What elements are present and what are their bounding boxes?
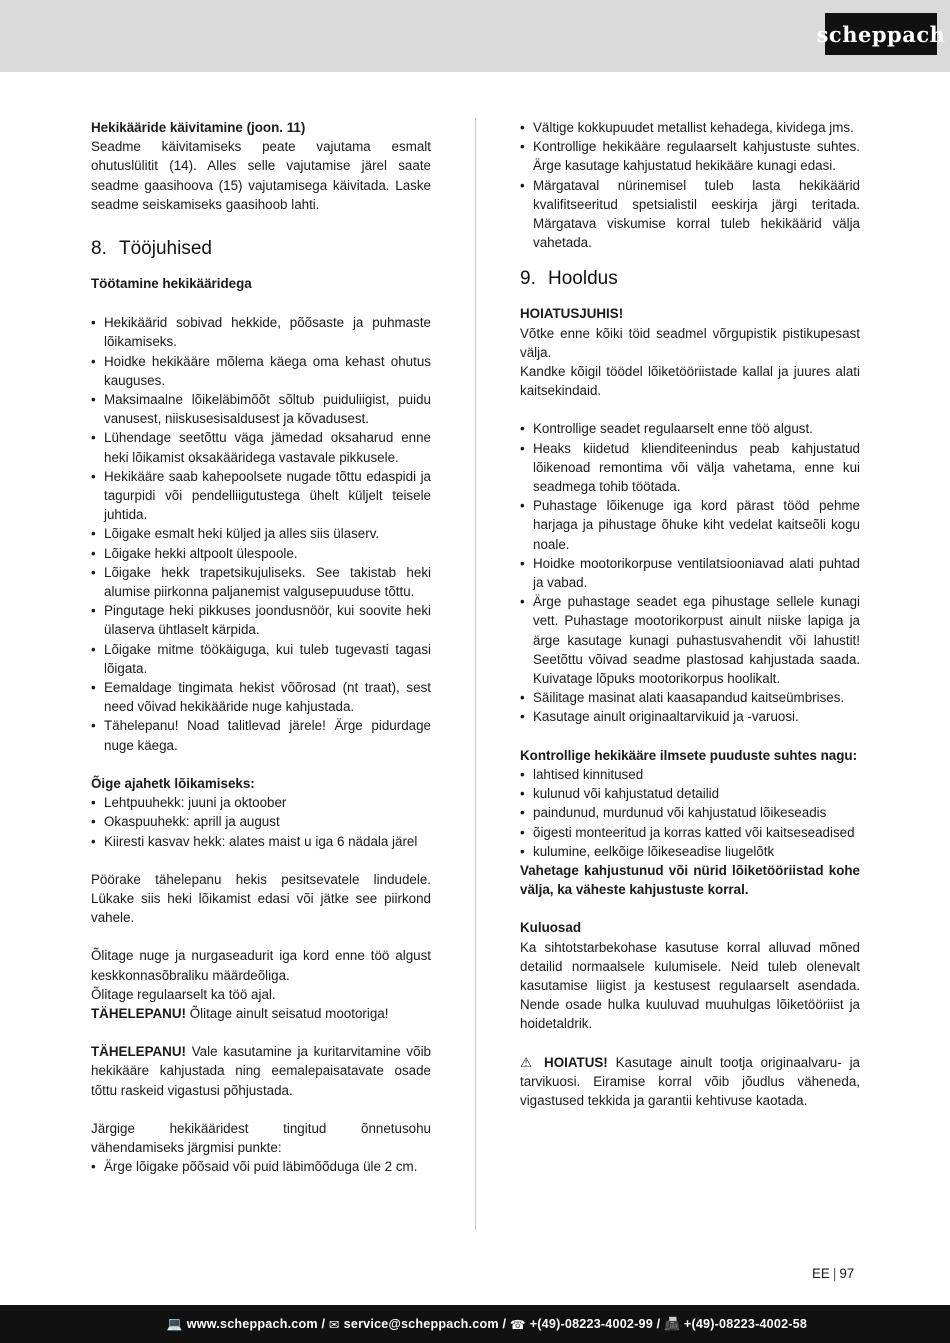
- section-9-number: 9.: [520, 268, 536, 290]
- footer-phone: +(49)-08223-4002-99 /: [529, 1317, 661, 1331]
- section-9-title: Hooldus: [548, 268, 618, 290]
- oil-warning-text: Õlitage ainult seisatud mootoriga!: [185, 1005, 389, 1021]
- start-heading: Hekikääride käivitamine (joon. 11): [91, 120, 306, 135]
- misuse-warning-text: Vale kasutamine ja kuritarvitamine võib hekikääre kahjustada ning eemalepaisatavate osade tõttu raskeid vigastusi põhjustada.: [91, 1044, 431, 1098]
- accident-intro: Järgige hekikääridest tingitud õnnetusohu vähendamiseks järgmisi punkte:: [91, 1120, 431, 1155]
- work-subheading: Töötamine hekikääridega: [91, 276, 252, 292]
- footer-email[interactable]: service@scheppach.com /: [343, 1317, 507, 1331]
- footer-fax: +(49)-08223-4002-58: [683, 1317, 808, 1331]
- list-item: • Lehtpuuhekk: juuni ja oktoober: [91, 793, 431, 812]
- wear-heading: Kuluosad: [520, 920, 582, 936]
- left-column: [91, 118, 431, 1176]
- right-column: [520, 118, 860, 1110]
- footer-website[interactable]: www.scheppach.com /: [186, 1317, 326, 1331]
- section-8-title: Tööjuhised: [119, 238, 212, 260]
- list-item: • Ärge lõigake põõsaid või puid läbimõõduga üle 2 cm.: [91, 1157, 431, 1176]
- wear-text: Ka sihtotstarbekohase kasutuse korral alluvad mõned detailid normaalsele kulumisele. Neid tuleb olenevalt kasutamise liigist ja kestusest regulaarselt asendada. Nende osade hulka kuuluvad muuhulgas lõiketööriist ja hoidetaldrik.: [520, 939, 860, 1032]
- damage-list: [520, 765, 860, 861]
- list-item: • Puhastage lõikenuge iga kord pärast tööd pehme harjaga ja pihustage õhuke kiht vedelat kaitseõli kogu noale.: [520, 496, 860, 554]
- footer-bar: [0, 1305, 950, 1343]
- list-item: • Kontrollige seadet regulaarselt enne töö algust.: [520, 419, 860, 438]
- page-separator: |: [832, 1266, 837, 1281]
- list-item: • Heaks kiidetud klienditeenindus peab kahjustatud lõikenoad remontima või välja vahetama, enne kui seadmega tohib töötada.: [520, 439, 860, 497]
- time-list: [91, 793, 431, 851]
- oil-text-1: Õlitage nuge ja nurgaseadurit iga kord enne töö algust keskkonnasõbraliku määrdeõliga.: [91, 948, 431, 983]
- list-item: • Kiiresti kasvav hekk: alates maist u iga 6 nädala järel: [91, 832, 431, 851]
- list-item: • Hoidke mootorikorpuse ventilatsiooniavad alati puhtad ja vabad.: [520, 554, 860, 592]
- damage-note: Vahetage kahjustunud või nürid lõiketööriistad kohe välja, ka väheste kahjustuste korral.: [520, 862, 860, 898]
- list-item: • Ärge puhastage seadet ega pihustage sellele kunagi vett. Puhastage mootorikorpust ainult niiske lapiga ja ärge kasutage kunagi puhastusvahendit või lahustit! Seetõttu võivad seadme plastosad kahjustada saada. Kuivatage lõpuks mootorikorpus hoolikalt.: [520, 592, 860, 688]
- maintenance-list: [520, 419, 860, 726]
- list-item: • Okaspuuhekk: aprill ja august: [91, 812, 431, 831]
- list-item: • lahtised kinnitused: [520, 765, 860, 784]
- list-item: • kulumine, eelkõige lõikeseadise liugelõtk: [520, 842, 860, 861]
- list-item: • Lõigake hekki altpoolt ülespoole.: [91, 544, 431, 563]
- mail-icon: ✉: [328, 1317, 340, 1332]
- header-bar: [0, 0, 950, 72]
- list-item: • Lõigake mitme töökäiguga, kui tuleb tugevasti tagasi lõigata.: [91, 640, 431, 678]
- warning-triangle-icon: ⚠: [520, 1054, 537, 1070]
- warning-text-2: Kandke kõigil töödel lõiketööriistade kallal ja juures alati kaitsekindaid.: [520, 364, 860, 399]
- list-item: • Hoidke hekikääre mõlema käega oma kehast ohutus kauguses.: [91, 352, 431, 390]
- phone-icon: ☎: [509, 1317, 526, 1332]
- time-heading: Õige ajahetk lõikamiseks:: [91, 775, 255, 791]
- computer-icon: 💻: [166, 1316, 183, 1331]
- list-item: • Tähelepanu! Noad talitlevad järele! Ärge pidurdage nuge käega.: [91, 716, 431, 754]
- caution-text: Kasutage ainult tootja originaalvaru- ja tarvikuosi. Eiramise korral võib jõudlus väheneda, vigastused tekkida ja garantii kehtivuse kaotada.: [520, 1054, 860, 1108]
- accident-list: [91, 1157, 431, 1176]
- list-item: • Hekikäärid sobivad hekkide, põõsaste ja puhmaste lõikamiseks.: [91, 313, 431, 351]
- misuse-warning: [91, 1042, 431, 1100]
- oil-warning-label: TÄHELEPANU!: [91, 1005, 186, 1021]
- list-item: • Hekikääre saab kahepoolsete nugade tõttu edaspidi ja tagurpidi või pendelliigutustega ühelt küljelt teisele juhtida.: [91, 467, 431, 525]
- column-divider: [475, 118, 476, 1230]
- list-item: • Märgataval nürinemisel tuleb lasta hekikäärid kvalifitseeritud spetsialistil eeskirja järgi teritada. Märgatava viskumise korral tuleb hekikäärid välja vahetada.: [520, 176, 860, 253]
- list-item: • Pingutage heki pikkuses joondusnöör, kui soovite heki ülaserva ühtlaselt kärpida.: [91, 601, 431, 639]
- work-list: [91, 313, 431, 755]
- list-item: • Maksimaalne lõikeläbimõõt sõltub puiduliigist, puidu vanusest, niiskusesisaldusest ja kõvadusest.: [91, 390, 431, 428]
- accident-list-continued: [520, 118, 860, 252]
- misuse-warning-label: TÄHELEPANU!: [91, 1044, 186, 1060]
- caution-note: [520, 1053, 860, 1111]
- list-item: • Eemaldage tingimata hekist võõrosad (nt traat), sest need võivad hekikääride nuge kahjustada.: [91, 678, 431, 716]
- section-8-heading: [91, 236, 431, 262]
- warning-text-1: Võtke enne kõiki töid seadmel võrgupistik pistikupesast välja.: [520, 325, 860, 360]
- page-number-value: 97: [839, 1266, 855, 1281]
- caution-label: HOIATUS!: [544, 1054, 608, 1070]
- oil-text-2: Õlitage regulaarselt ka töö ajal.: [91, 986, 276, 1002]
- list-item: • Lõigake hekk trapetsikujuliseks. See takistab heki alumise piirkonna paljanemist valgusepuuduse tõttu.: [91, 563, 431, 601]
- section-9-heading: [520, 266, 860, 292]
- damage-heading: Kontrollige hekikääre ilmsete puuduste suhtes nagu:: [520, 747, 858, 763]
- page-number: [812, 1264, 854, 1283]
- list-item: • Lühendage seetõttu väga jämedad oksaharud enne heki lõikamist oksakääridega vastavale pikkusele.: [91, 428, 431, 466]
- brand-logo: scheppach: [825, 13, 937, 55]
- oil-warning: [91, 1004, 431, 1023]
- list-item: • Kasutage ainult originaaltarvikuid ja -varuosi.: [520, 707, 860, 726]
- list-item: • Kontrollige hekikääre regulaarselt kahjustuste suhtes. Ärge kasutage kahjustatud hekikääre kunagi edasi.: [520, 137, 860, 175]
- warning-heading: HOIATUSJUHIS!: [520, 306, 624, 322]
- list-item: • paindunud, murdunud või kahjustatud lõikeseadis: [520, 803, 860, 822]
- list-item: • õigesti monteeritud ja korras katted või kaitseseadised: [520, 823, 860, 842]
- page-language: EE: [812, 1266, 830, 1281]
- birds-text: Pöörake tähelepanu hekis pesitsevatele lindudele. Lükake siis heki lõikamist edasi või jätke see piirkond vahele.: [91, 871, 431, 926]
- start-text: Seadme käivitamiseks peate vajutama esmalt ohutuslülitit (14). Alles selle vajutamise järel saate seadme gaasihoova (15) vajutamisega käivitada. Laske seadme seiskamiseks gaasihoob lahti.: [91, 139, 431, 212]
- section-8-number: 8.: [91, 238, 107, 260]
- fax-icon: 📠: [664, 1316, 680, 1331]
- list-item: • Vältige kokkupuudet metallist kehadega, kividega jms.: [520, 118, 860, 137]
- list-item: • kulunud või kahjustatud detailid: [520, 784, 860, 803]
- list-item: • Säilitage masinat alati kaasapandud kaitseümbrises.: [520, 688, 860, 707]
- list-item: • Lõigake esmalt heki küljed ja alles siis ülaserv.: [91, 524, 431, 543]
